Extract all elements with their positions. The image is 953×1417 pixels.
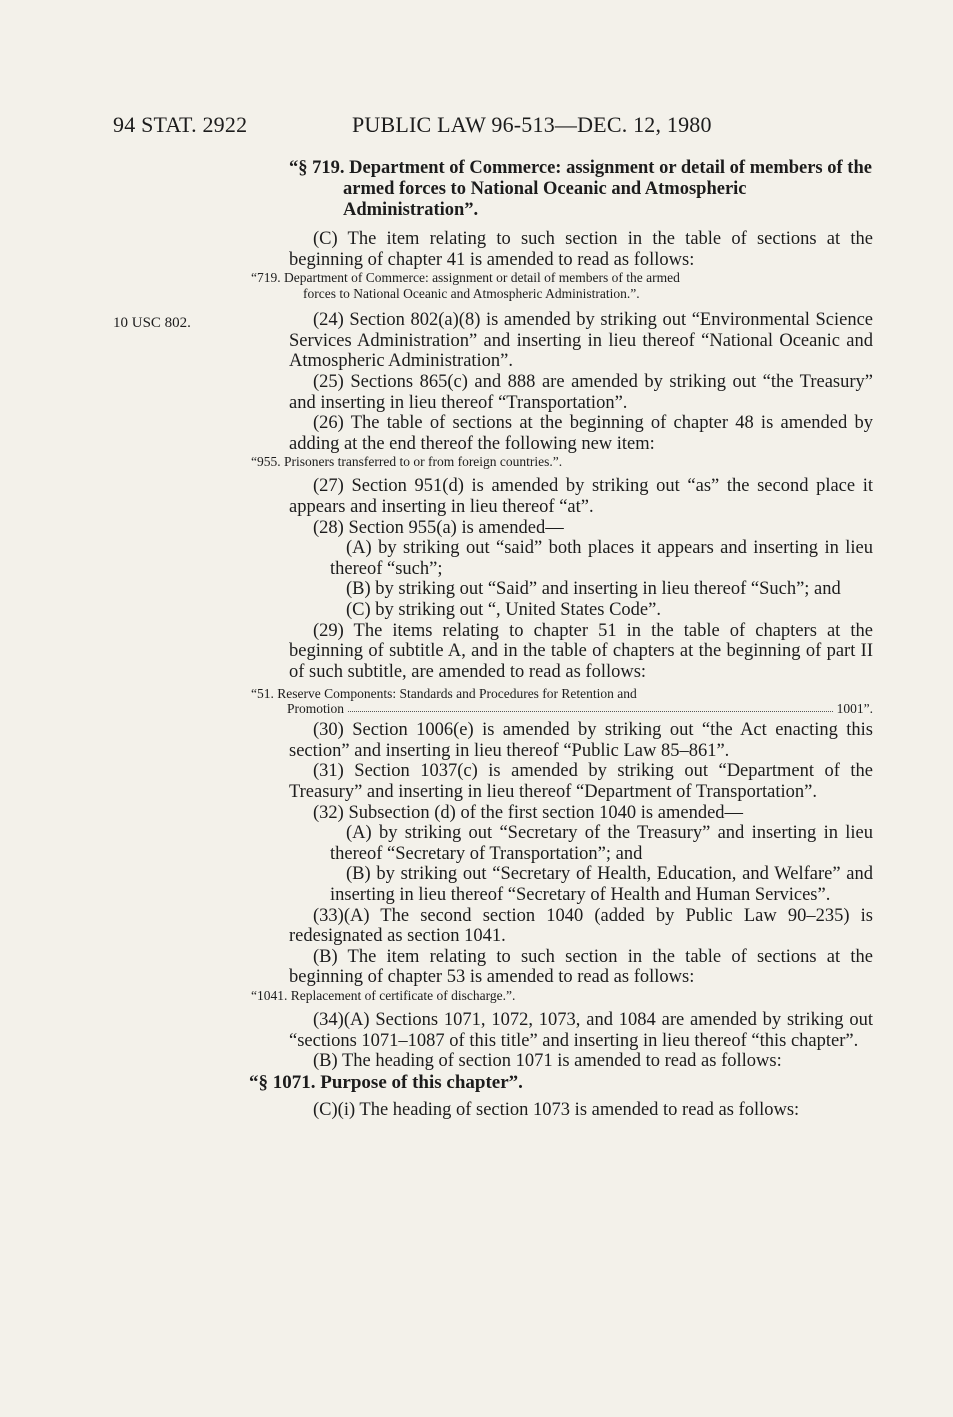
table-item-955 [251, 454, 873, 470]
table-of-chapters-item-51 [251, 686, 873, 716]
paragraph-c: (C) The item relating to such section in the table of sections at the beginning of chapter 41 is amended to read as follows: [289, 229, 873, 270]
paragraph-24: (24) Section 802(a)(8) is amended by striking out “Environmental Science Services Administration” and inserting in lieu thereof “National Oceanic and Atmospheric Administration”. [289, 310, 873, 372]
paragraph-32-a: (A) by striking out “Secretary of the Treasury” and inserting in lieu thereof “Secretary of Transportation”; and [330, 823, 873, 864]
paragraph-31: (31) Section 1037(c) is amended by striking out “Department of the Treasury” and inserting in lieu thereof “Department of Transportation”. [289, 761, 873, 803]
table-item-1041 [251, 988, 873, 1004]
table-item-line: “955. Prisoners transferred to or from foreign countries.”. [251, 454, 563, 470]
toc-leader-dots [348, 701, 833, 712]
paragraph-32-b: (B) by striking out “Secretary of Health, Education, and Welfare” and inserting in lieu thereof “Secretary of Health and Human Services”. [330, 864, 873, 906]
paragraph-32: (32) Subsection (d) of the first section 1040 is amended— [313, 802, 744, 823]
toc-line: “51. Reserve Components: Standards and Procedures for Retention and [251, 686, 637, 702]
table-item-line: forces to National Oceanic and Atmospheric Administration.”. [303, 286, 640, 302]
paragraph-28-a: (A) by striking out “said” both places it appears and inserting in lieu thereof “such”; [330, 538, 873, 579]
paragraph-30: (30) Section 1006(e) is amended by striking out “the Act enacting this section” and inserting in lieu thereof “Public Law 85–861”. [289, 720, 873, 761]
document-body [249, 158, 873, 1120]
paragraph-34-b: (B) The heading of section 1071 is amended to read as follows: [313, 1051, 782, 1072]
paragraph-33-b: (B) The item relating to such section in the table of sections at the beginning of chapter 53 is amended to read as follows: [289, 946, 873, 988]
paragraph-28-b: (B) by striking out “Said” and inserting in lieu thereof “Such”; and [346, 579, 841, 600]
paragraph-34-a: (34)(A) Sections 1071, 1072, 1073, and 1084 are amended by striking out “sections 1071–1087 of this title” and inserting in lieu thereof “this chapter”. [289, 1010, 873, 1051]
margin-note: 10 USC 802. [113, 315, 191, 331]
paragraph-26: (26) The table of sections at the beginning of chapter 48 is amended by adding at the end thereof the following new item: [289, 413, 873, 454]
toc-page: 1001”. [836, 701, 873, 717]
paragraph-33-a: (33)(A) The second section 1040 (added by Public Law 90–235) is redesignated as section 1041. [289, 905, 873, 947]
toc-title-cont: Promotion [287, 701, 345, 717]
table-item-line: “1041. Replacement of certificate of discharge.”. [251, 988, 516, 1003]
paragraph-29: (29) The items relating to chapter 51 in the table of chapters at the beginning of subtitle A, and in the table of chapters at the beginning of part II of such subtitle, are amended to read as follows: [289, 620, 873, 682]
toc-line [251, 701, 873, 716]
paragraph-27: (27) Section 951(d) is amended by striking out “as” the second place it appears and inserting in lieu thereof “at”. [289, 476, 873, 517]
page-citation: 94 STAT. 2922 [113, 112, 248, 137]
section-heading-719: “§ 719. Department of Commerce: assignment or detail of members of the armed forces to National Oceanic and Atmospheric Administration”. [289, 158, 872, 220]
section-heading-1071: “§ 1071. Purpose of this chapter”. [249, 1071, 523, 1093]
table-item-line: “719. Department of Commerce: assignment or detail of members of the armed [251, 270, 680, 286]
paragraph-34-c: (C)(i) The heading of section 1073 is amended to read as follows: [313, 1099, 800, 1120]
paragraph-28: (28) Section 955(a) is amended— [313, 517, 564, 538]
running-header: PUBLIC LAW 96-513—DEC. 12, 1980 [352, 112, 712, 137]
paragraph-25: (25) Sections 865(c) and 888 are amended by striking out “the Treasury” and inserting in lieu thereof “Transportation”. [289, 371, 873, 413]
table-item-719 [251, 270, 873, 302]
paragraph-28-c: (C) by striking out “, United States Code”. [346, 599, 661, 620]
